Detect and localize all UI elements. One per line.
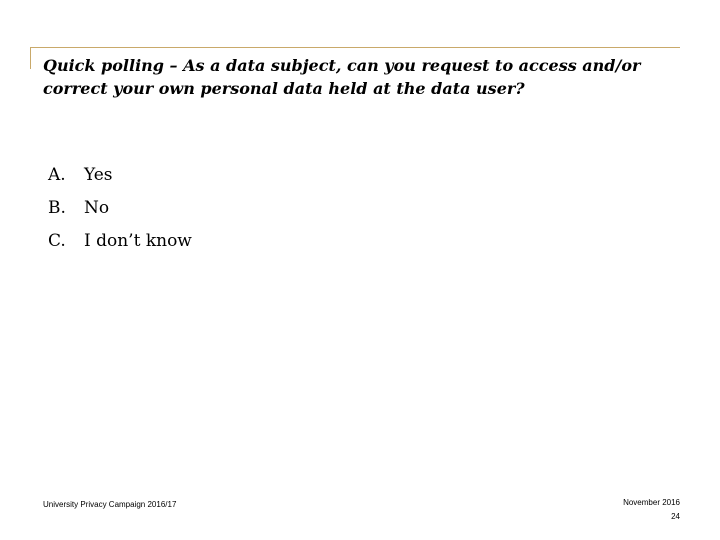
option-text: Yes [84, 165, 113, 185]
poll-options [48, 162, 192, 261]
option-text: I don’t know [84, 231, 192, 251]
footer-meta [623, 496, 680, 524]
option-text: No [84, 198, 110, 218]
option-letter: A. [48, 165, 66, 185]
footer-campaign: University Privacy Campaign 2016/17 [43, 500, 177, 509]
poll-option-a [48, 162, 192, 195]
poll-option-b [48, 195, 192, 228]
title-rule [30, 47, 680, 48]
title-bracket [30, 47, 31, 69]
option-letter: B. [48, 198, 66, 218]
option-letter: C. [48, 231, 66, 251]
page-number: 24 [671, 512, 680, 521]
poll-option-c [48, 228, 192, 261]
footer-date: November 2016 [623, 498, 680, 507]
slide-title: Quick polling – As a data subject, can you request to access and/or correct your own personal data held at the data user? [43, 56, 641, 98]
